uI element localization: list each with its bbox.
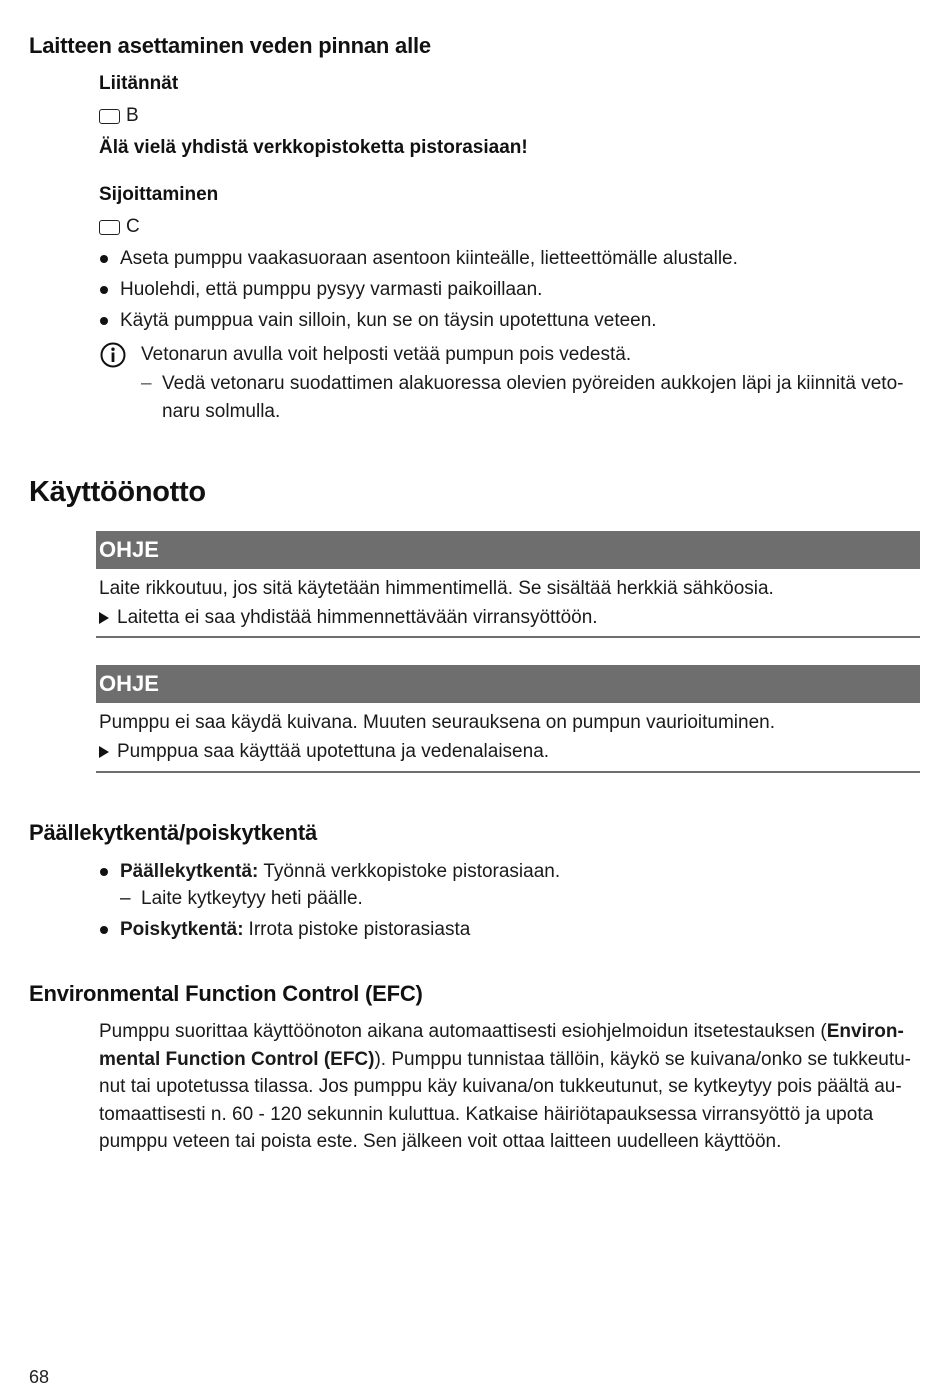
notice-text: Pumppu ei saa käydä kuivana. Muuten seurauksena on pumpun vaurioituminen.	[99, 712, 775, 733]
notice-action	[99, 741, 549, 763]
list-item-text: Työnnä verkkopistoke pistorasiaan.	[263, 861, 561, 882]
list-item-label: Päällekytkentä:	[120, 861, 259, 882]
paragraph-line	[99, 1018, 919, 1046]
notice-action-text: Laitetta ei saa yhdistää himmennettävään virransyöttöön.	[117, 607, 598, 628]
list-item-text: Käytä pumppua vain silloin, kun se on täysin upotettuna veteen.	[120, 310, 657, 331]
section-title-commissioning: Käyttöönotto	[29, 476, 206, 508]
paragraph-line: nut tai upotetussa tilassa. Jos pumppu käy kuivana/on tukkeutunut, se kytkeytyy pois päältä au-	[99, 1076, 902, 1097]
info-step-line: naru solmulla.	[162, 401, 281, 422]
notice-action	[99, 607, 598, 629]
text-run-bold: mental Function Control (EFC)	[99, 1048, 375, 1070]
placement-heading: Sijoittaminen	[99, 184, 219, 205]
list-item-label: Poiskytkentä:	[120, 919, 244, 940]
bullet-icon	[100, 286, 108, 294]
bullet-icon	[100, 868, 108, 876]
list-item	[99, 310, 657, 332]
section-title-efc: Environmental Function Control (EFC)	[29, 981, 423, 1006]
list-item	[99, 919, 470, 941]
figure-icon	[99, 109, 120, 124]
dash-icon: –	[141, 373, 152, 394]
notice-title: OHJE	[99, 671, 159, 696]
list-item	[99, 248, 738, 270]
section-title-underwater-setup: Laitteen asettaminen veden pinnan alle	[29, 33, 431, 58]
paragraph-line	[99, 1046, 919, 1074]
info-icon	[99, 341, 127, 369]
info-step-line: Vedä vetonaru suodattimen alakuoressa olevien pyöreiden aukkojen läpi ja kiinnitä veto-	[162, 373, 904, 394]
bullet-icon	[100, 317, 108, 325]
text-run-bold: Environ-	[826, 1021, 904, 1042]
list-item	[99, 279, 542, 301]
info-note-text: Vetonarun avulla voit helposti vetää pumpun pois vedestä.	[141, 344, 632, 365]
arrow-right-icon	[99, 746, 109, 758]
bullet-icon	[100, 926, 108, 934]
notice-header	[96, 531, 920, 569]
figure-label: C	[126, 216, 140, 237]
text-run: Pumppu suorittaa käyttöönoton aikana automaattisesti esiohjelmoidun itsetestauksen (	[99, 1021, 827, 1042]
paragraph-line: pumppu veteen tai poista este. Sen jälkeen voit ottaa laitteen uudelleen käyttöön.	[99, 1131, 782, 1152]
notice-header	[96, 665, 920, 703]
paragraph-line: tomaattisesti n. 60 - 120 sekunnin kuluttua. Katkaise häiriötapauksessa virransyöttö ja upota	[99, 1103, 874, 1125]
connections-heading: Liitännät	[99, 73, 179, 94]
list-item	[99, 861, 560, 883]
notice-title: OHJE	[99, 537, 159, 562]
page-number: 68	[29, 1367, 50, 1386]
connection-warning: Älä vielä yhdistä verkkopistoketta pistorasiaan!	[99, 137, 528, 158]
notice-action-text: Pumppua saa käyttää upotettuna ja vedenalaisena.	[117, 741, 550, 762]
figure-reference-c	[99, 216, 140, 238]
efc-paragraph	[99, 1018, 919, 1156]
notice-text: Laite rikkoutuu, jos sitä käytetään himmentimellä. Se sisältää herkkiä sähköosia.	[99, 578, 774, 599]
figure-reference-b	[99, 105, 139, 127]
figure-icon	[99, 220, 120, 235]
notice-divider	[96, 771, 920, 773]
notice-divider	[96, 636, 920, 638]
dash-icon: –	[120, 888, 131, 909]
figure-label: B	[126, 105, 139, 126]
text-run: ). Pumppu tunnistaa tällöin, käykö se kuivana/onko se tukkeutu-	[374, 1048, 912, 1070]
result-text: Laite kytkeytyy heti päälle.	[141, 888, 363, 909]
section-title-on-off: Päällekytkentä/poiskytkentä	[29, 820, 318, 845]
info-note	[99, 341, 631, 369]
arrow-right-icon	[99, 612, 109, 624]
list-item-text: Aseta pumppu vaakasuoraan asentoon kiinteälle, lietteettömälle alustalle.	[120, 248, 738, 269]
list-item-text: Irrota pistoke pistorasiasta	[248, 919, 471, 940]
list-item-text: Huolehdi, että pumppu pysyy varmasti paikoillaan.	[120, 279, 543, 300]
bullet-icon	[100, 255, 108, 263]
